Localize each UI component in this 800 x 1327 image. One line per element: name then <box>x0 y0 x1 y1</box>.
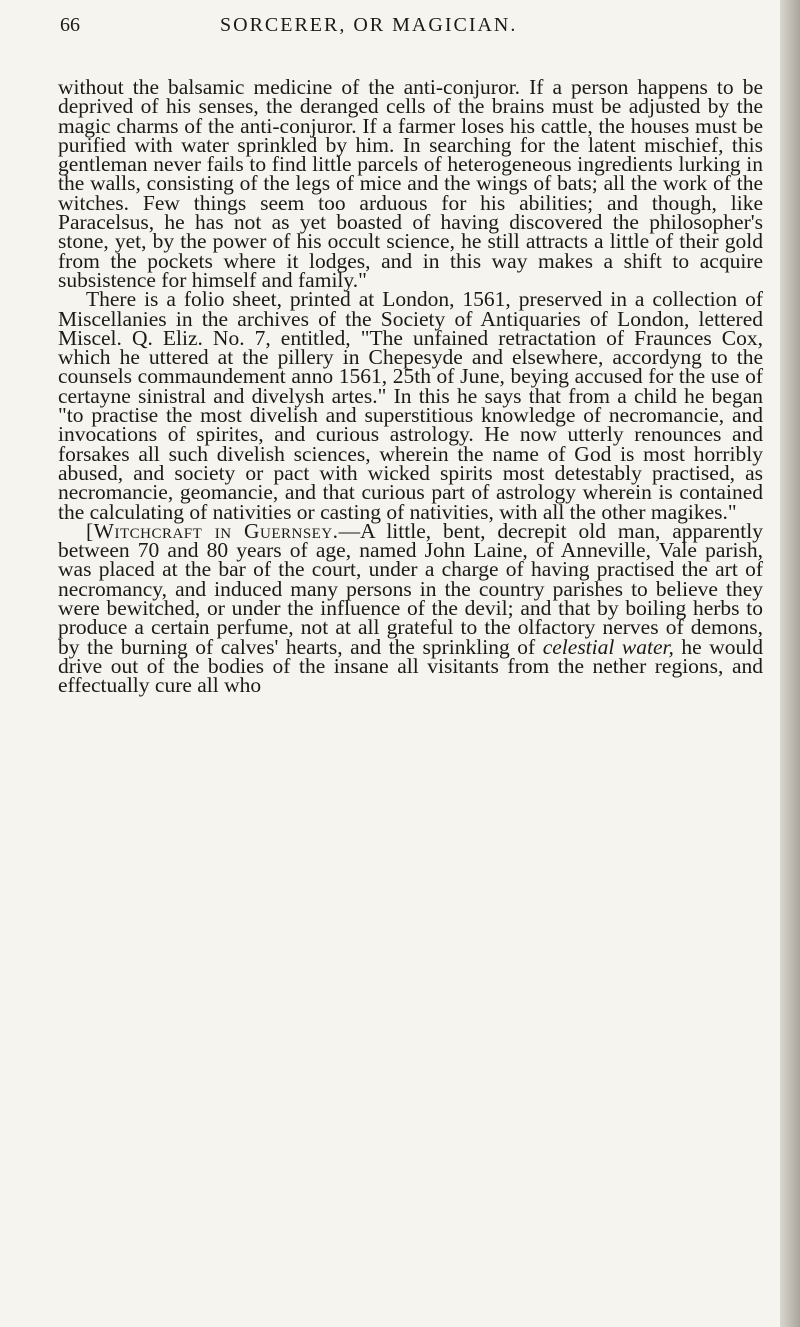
paragraph-3-italic: celestial water, <box>542 634 674 659</box>
section-heading: [Witchcraft in Guernsey. <box>86 518 339 543</box>
paragraph-2: There is a folio sheet, printed at London, 1561, preserved in a collection of Miscellanies in the archives of the Society of Antiquaries of London, lettered Miscel. Q. Eliz. No. 7, entitled, "The unfained retractation of Fraunces Cox, which he uttered at the pillery in Chepesyde and elsewhere, accordyng to the counsels commaundement anno 1561, 25th of June, beying accused for the use of certayne sinistral and divelysh artes." In this he says that from a child he began "to practise the most divelish and superstitious knowledge of necromancie, and invocations of spirites, and curious astrology. He now utterly renounces and forsakes all such divelish sciences, wherein the name of God is most horribly abused, and society or pact with wicked spirits most detestably practised, as necromancie, geomancie, and that curious part of astrology wherein is contained the calculating of nativities or casting of nativities, with all the other magikes." <box>58 287 763 524</box>
paragraph-1: without the balsamic medicine of the anti-conjuror. If a person happens to be deprived of his senses, the deranged cells of the brains must be adjusted by the magic charms of the anti-conjuror. If a farmer loses his cattle, the houses must be purified with water sprinkled by him. In searching for the latent mischief, this gentleman never fails to find little parcels of heterogeneous ingredients lurking in the walls, consisting of the legs of mice and the wings of bats; all the work of the witches. Few things seem too arduous for his abilities; and though, like Paracelsus, he has not as yet boasted of having discovered the philosopher's stone, yet, by the power of his occult science, he still attracts a little of their gold from the pockets where it lodges, and in this way makes a shift to acquire subsistence for himself and family." <box>58 75 763 292</box>
running-head: SORCERER, OR MAGICIAN. <box>220 14 518 36</box>
paragraph-3-end: he would drive out of the bodies of the insane all visitants from the nether regions, and effectually cure all who <box>58 634 764 698</box>
body-text <box>58 75 764 698</box>
paragraph-3 <box>58 518 764 698</box>
page-number: 66 <box>60 14 80 36</box>
page-header <box>60 10 740 40</box>
paragraph-3-text: —A little, bent, decrepit old man, apparently between 70 and 80 years of age, named John Laine, of Anneville, Vale parish, was placed at the bar of the court, under a charge of having practised the art of necromancy, and induced many persons in the country parishes to believe they were bewitched, or under the influence of the devil; and that by boiling herbs to produce a certain perfume, not at all grateful to the olfactory nerves of demons, by the burning of calves' hearts, and the sprinkling of <box>58 518 763 659</box>
page-edge-shadow <box>780 0 800 1327</box>
